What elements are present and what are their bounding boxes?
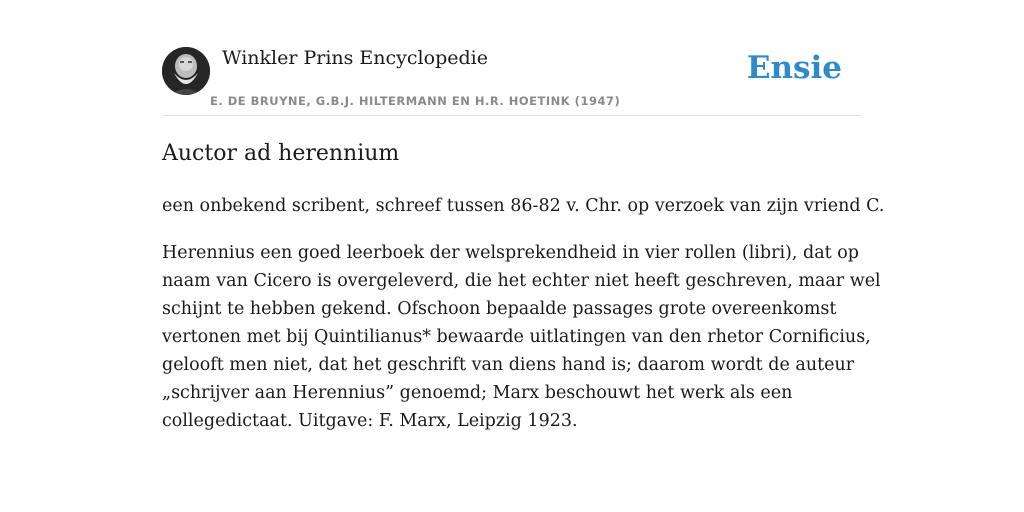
article-paragraph-1: een onbekend scribent, schreef tussen 86-82 v. Chr. op verzoek van zijn vriend C. — [162, 196, 885, 216]
book-title[interactable]: Winkler Prins Encyclopedie — [222, 47, 488, 69]
brand-logo[interactable]: Ensie — [746, 50, 842, 86]
paragraph-line: naam van Cicero is overgeleverd, die het echter niet heeft geschreven, maar wel — [162, 271, 881, 291]
paragraph-line: collegedictaat. Uitgave: F. Marx, Leipzig 1923. — [162, 411, 578, 431]
paragraph-line: „schrijver aan Herennius” genoemd; Marx beschouwt het werk als een — [162, 383, 793, 403]
article-title: Auctor ad herennium — [162, 141, 400, 166]
paragraph-line: Herennius een goed leerboek der welsprekendheid in vier rollen (libri), dat op — [162, 243, 859, 263]
paragraph-line: vertonen met bij Quintilianus* bewaarde uitlatingen van den rhetor Cornificius, — [162, 327, 871, 347]
paragraph-line: schijnt te hebben gekend. Ofschoon bepaalde passages grote overeenkomst — [162, 299, 837, 319]
header — [162, 46, 862, 116]
author-avatar[interactable] — [162, 47, 210, 95]
article-paragraph-2 — [162, 239, 881, 435]
article — [162, 138, 885, 435]
author-portrait-icon — [162, 47, 210, 95]
paragraph-line: gelooft men niet, dat het geschrift van diens hand is; daarom wordt de auteur — [162, 355, 855, 375]
authors-line: E. DE BRUYNE, G.B.J. HILTERMANN EN H.R. HOETINK (1947) — [210, 94, 621, 108]
